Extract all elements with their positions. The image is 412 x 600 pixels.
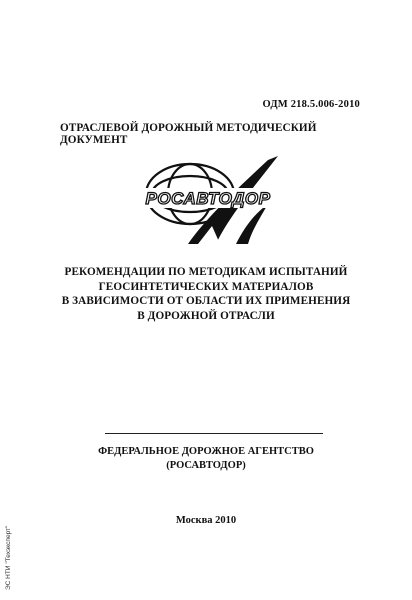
globe-road-logo-icon <box>128 148 288 248</box>
agency-name: ФЕДЕРАЛЬНОЕ ДОРОЖНОЕ АГЕНТСТВО <box>98 446 314 457</box>
logo-text: РОСАВТОДОР <box>145 189 271 208</box>
document-code: ОДМ 218.5.006-2010 <box>262 99 360 110</box>
rosavtodor-logo <box>128 148 288 248</box>
publisher-agency <box>60 445 352 473</box>
document-title <box>30 265 382 323</box>
horizontal-divider <box>105 433 323 434</box>
city-year: Москва 2010 <box>175 515 237 526</box>
title-line-3: В ЗАВИСИМОСТИ ОТ ОБЛАСТИ ИХ ПРИМЕНЕНИЯ <box>61 295 351 307</box>
title-line-2: ГЕОСИНТЕТИЧЕСКИХ МАТЕРИАЛОВ <box>98 280 314 293</box>
side-stamp: ЭС НТИ "Техэксперт" <box>5 525 12 590</box>
document-type-heading: ОТРАСЛЕВОЙ ДОРОЖНЫЙ МЕТОДИЧЕСКИЙ ДОКУМЕНТ <box>60 122 317 146</box>
title-line-1: РЕКОМЕНДАЦИИ ПО МЕТОДИКАМ ИСПЫТАНИЙ <box>64 266 348 278</box>
agency-abbreviation: (РОСАВТОДОР) <box>166 460 246 471</box>
title-line-4: В ДОРОЖНОЙ ОТРАСЛИ <box>137 309 275 322</box>
